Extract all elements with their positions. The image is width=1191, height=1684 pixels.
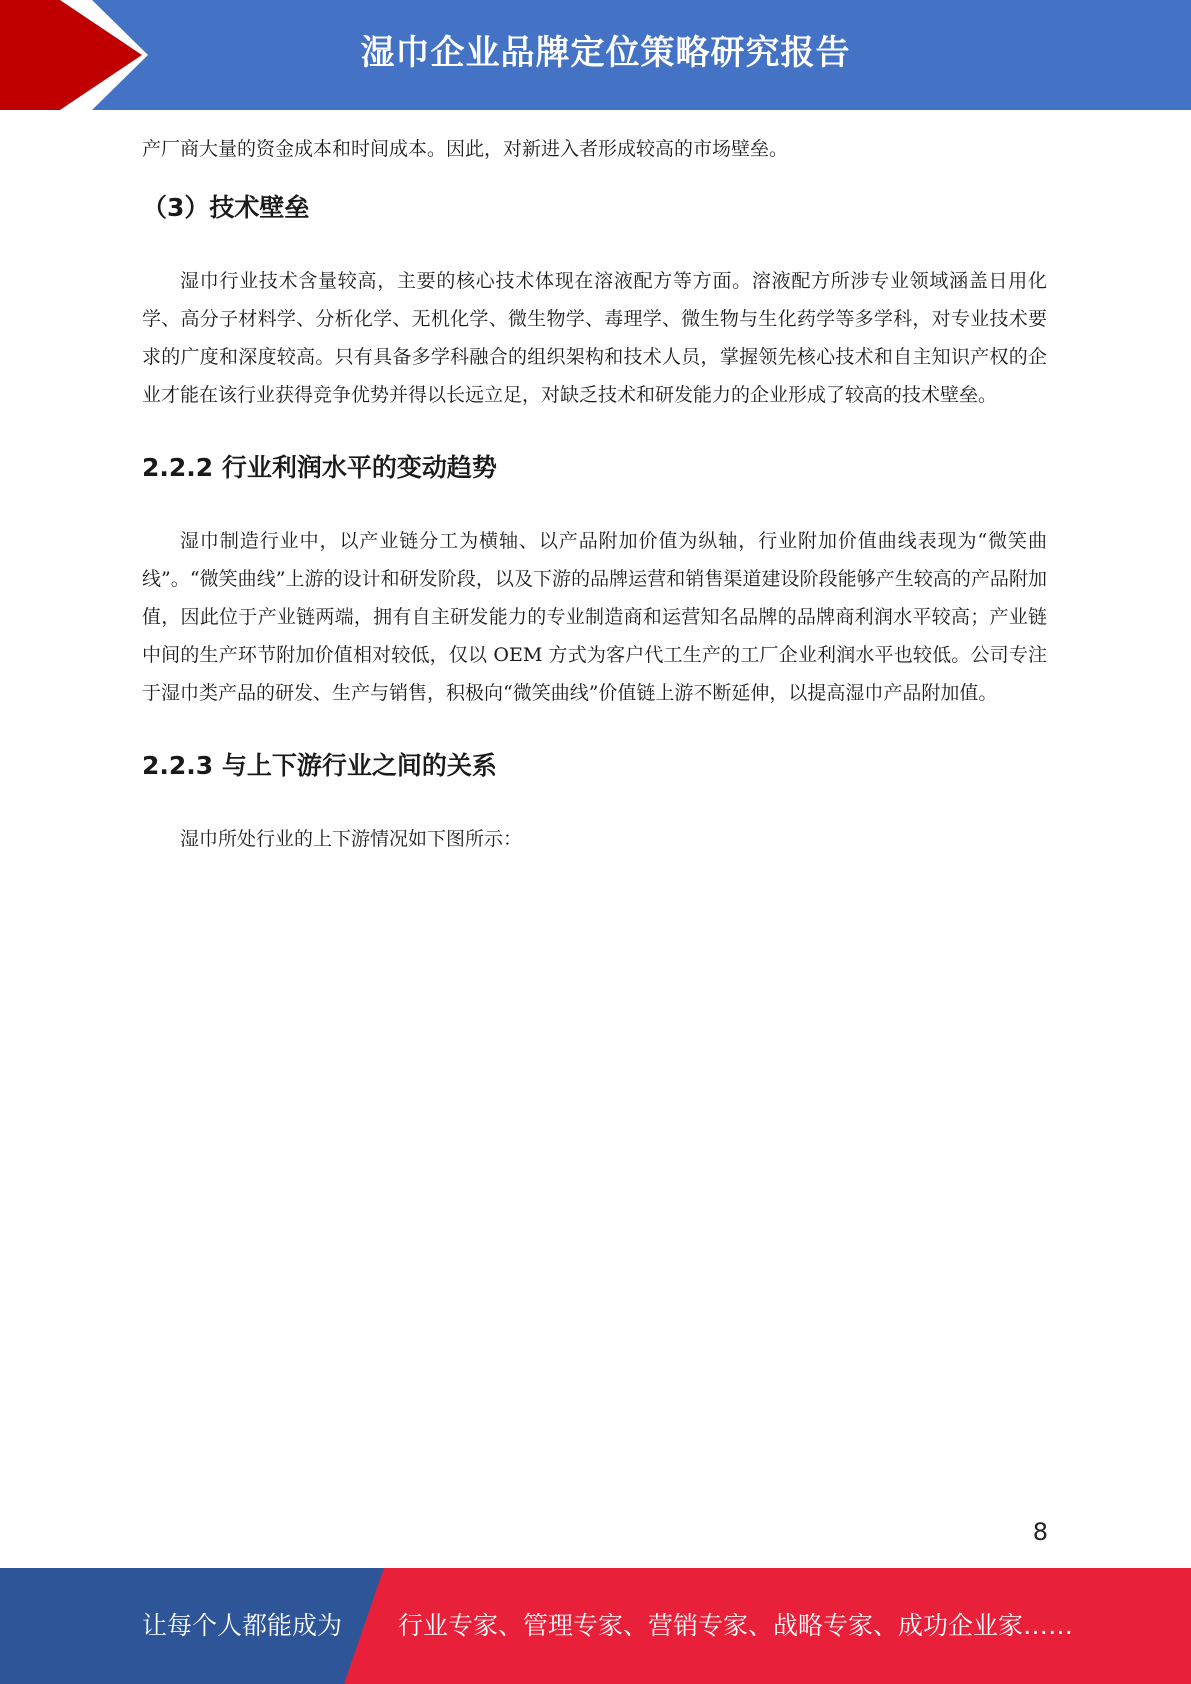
page-content: [142, 130, 1047, 858]
heading-upstream-downstream: 2.2.3 与上下游行业之间的关系: [142, 751, 497, 780]
page-number: 8: [1032, 1518, 1048, 1546]
footer-slogan-left: 让每个人都能成为: [142, 1611, 343, 1640]
heading-profit-trend: 2.2.2 行业利润水平的变动趋势: [142, 453, 497, 482]
report-title: 湿巾企业品牌定位策略研究报告: [360, 33, 851, 73]
paragraph-tech-barrier: 湿巾行业技术含量较高，主要的核心技术体现在溶液配方等方面。溶液配方所涉专业领域涵盖日用化学、高分子材料学、分析化学、无机化学、微生物学、毒理学、微生物与生化药学等多学科，对专业技术要求的广度和深度较高。只有具备多学科融合的组织架构和技术人员，掌握领先核心技术和自主知识产权的企业才能在该行业获得竞争优势并得以长远立足，对缺乏技术和研发能力的企业形成了较高的技术壁垒。: [142, 270, 1047, 406]
heading-tech-barrier: （3）技术壁垒: [142, 193, 310, 222]
paragraph-profit-trend: 湿巾制造行业中，以产业链分工为横轴、以产品附加价值为纵轴，行业附加价值曲线表现为“微笑曲线”。“微笑曲线”上游的设计和研发阶段，以及下游的品牌运营和销售渠道建设阶段能够产生较高的产品附加值，因此位于产业链两端，拥有自主研发能力的专业制造商和运营知名品牌的品牌商利润水平较高；产业链中间的生产环节附加价值相对较低，仅以 OEM 方式为客户代工生产的工厂企业利润水平也较低。公司专注于湿巾类产品的研发、生产与销售，积极向“微笑曲线”价值链上游不断延伸，以提高湿巾产品附加值。: [142, 530, 1047, 704]
paragraph-upstream-downstream: 湿巾所处行业的上下游情况如下图所示：: [180, 828, 523, 850]
page-footer: [0, 1568, 1191, 1684]
page-header: [0, 0, 1191, 110]
footer-slogan-right: 行业专家、管理专家、营销专家、战略专家、成功企业家……: [398, 1611, 1074, 1640]
intro-line: 产厂商大量的资金成本和时间成本。因此，对新进入者形成较高的市场壁垒。: [142, 138, 789, 160]
